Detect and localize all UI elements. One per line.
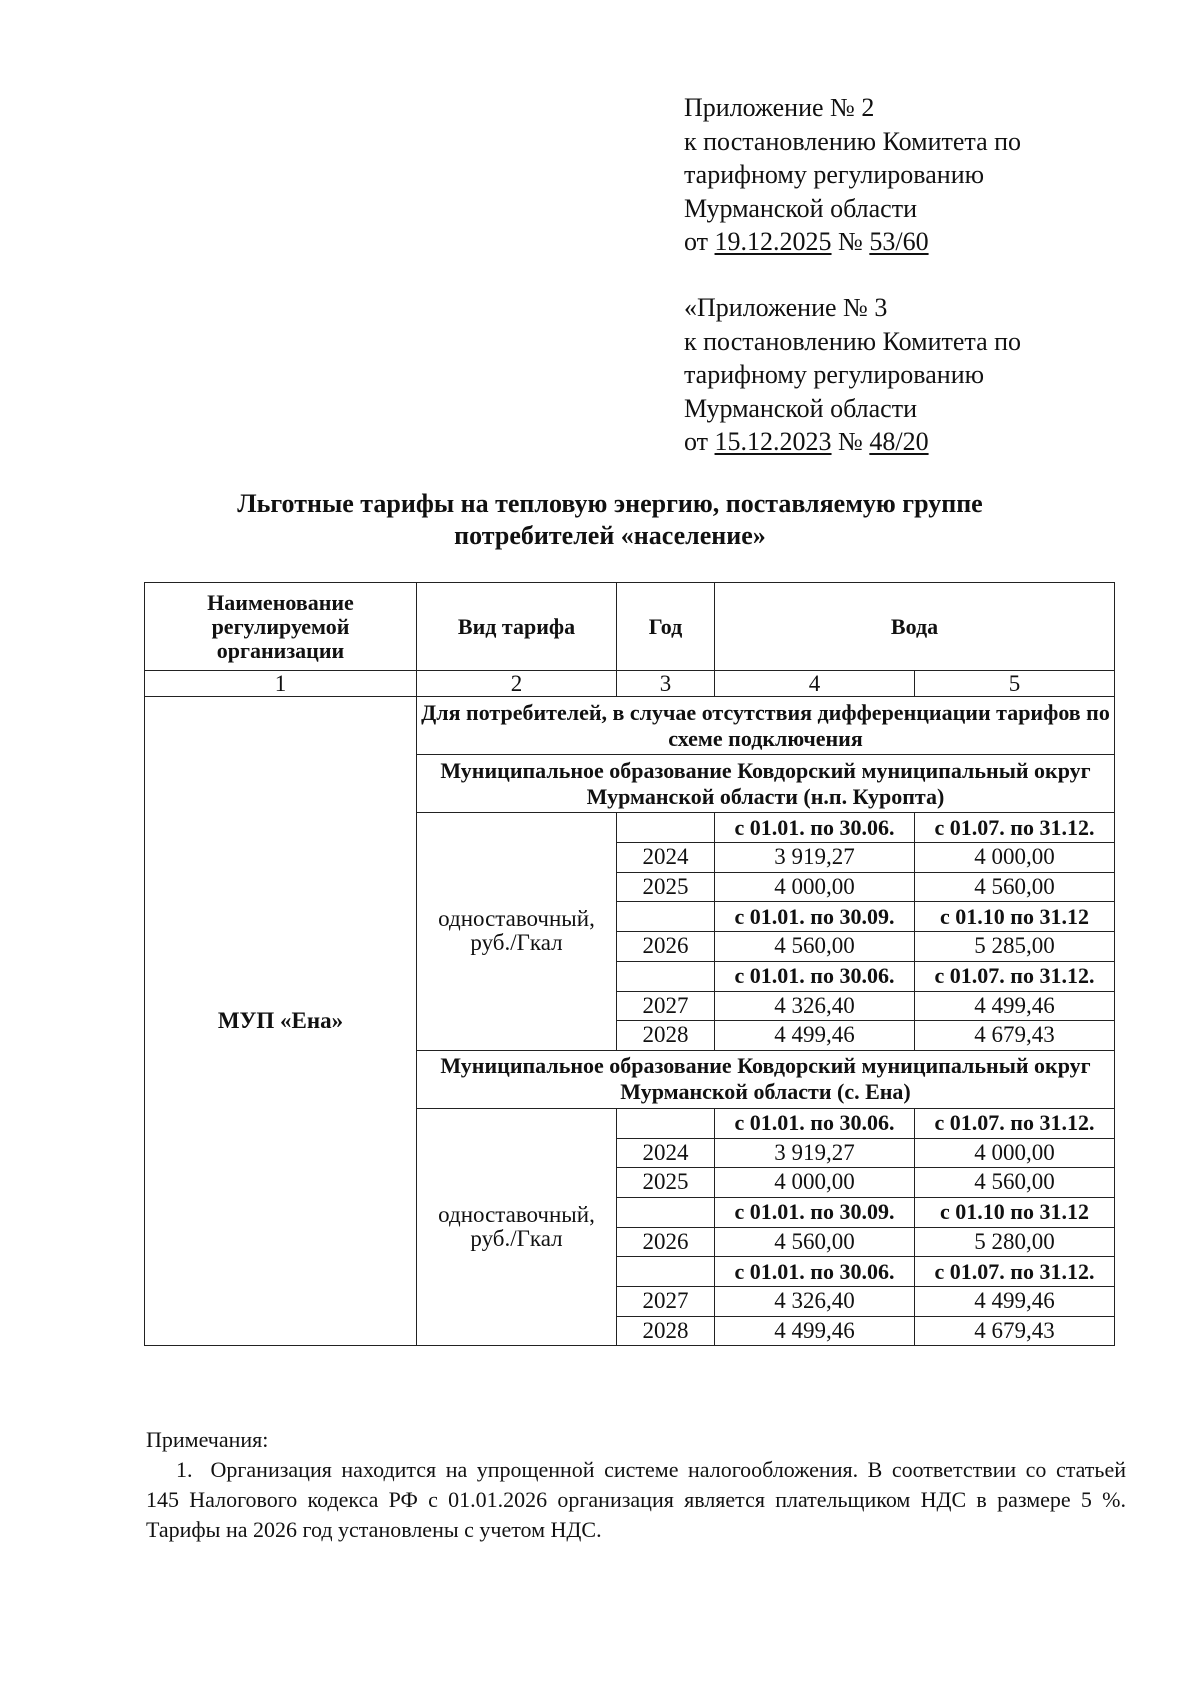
note-text: Организация находится на упрощенной системе налогообложения. В соответствии со статьей 145 Налогового кодекса РФ с 01.01.2026 организация является плательщиком НДС в размере 5 %. Тарифы на 2026 год установлены с учетом НДС. [146, 1457, 1126, 1542]
period-label: с 01.01. по 30.06. [715, 1108, 915, 1138]
note-number: 1. [176, 1457, 193, 1482]
year-cell-empty [617, 1197, 715, 1227]
number-prefix: № [838, 227, 863, 256]
note-item [146, 1455, 1126, 1545]
appendix-date-line [684, 425, 1124, 459]
document-date: 19.12.2025 [714, 227, 832, 256]
year-cell-empty [617, 1108, 715, 1138]
tariff-value: 4 560,00 [715, 1227, 915, 1257]
year-cell-empty [617, 813, 715, 843]
period-label: с 01.07. по 31.12. [915, 1108, 1115, 1138]
column-number: 4 [715, 671, 915, 697]
document-number: 48/20 [869, 427, 929, 456]
appendix-line: «Приложение № 3 [684, 293, 888, 322]
notes [146, 1425, 1126, 1545]
period-label: с 01.01. по 30.06. [715, 961, 915, 991]
period-label: с 01.01. по 30.09. [715, 902, 915, 932]
tariff-value: 4 679,43 [915, 1021, 1115, 1051]
tariff-value: 4 000,00 [915, 843, 1115, 873]
group-title: Для потребителей, в случае отсутствия дифференциации тарифов по схеме подключения [417, 697, 1115, 755]
tariff-type: одноставочный, руб./Гкал [417, 1108, 617, 1346]
header-year: Год [617, 583, 715, 671]
period-label: с 01.01. по 30.06. [715, 1257, 915, 1287]
document-number: 53/60 [869, 227, 929, 256]
group-title-row [145, 697, 1115, 755]
title-line: потребителей «население» [454, 521, 766, 550]
tariff-value: 4 679,43 [915, 1316, 1115, 1346]
column-number: 5 [915, 671, 1115, 697]
number-prefix: № [838, 427, 863, 456]
period-label: с 01.07. по 31.12. [915, 1257, 1115, 1287]
appendix-header [684, 91, 1124, 259]
year-cell-empty [617, 961, 715, 991]
appendix-quoted-header [684, 291, 1124, 459]
tariff-value: 4 326,40 [715, 1287, 915, 1317]
header-water: Вода [715, 583, 1115, 671]
tariff-value: 4 499,46 [715, 1021, 915, 1051]
title-line: Льготные тарифы на тепловую энергию, поставляемую группе [237, 489, 983, 518]
year-cell-empty [617, 902, 715, 932]
header-org: Наименование регулируемой организации [145, 583, 417, 671]
period-label: с 01.01. по 30.09. [715, 1197, 915, 1227]
tariff-value: 4 499,46 [715, 1316, 915, 1346]
period-label: с 01.01. по 30.06. [715, 813, 915, 843]
period-label: с 01.10 по 31.12 [915, 902, 1115, 932]
tariff-value: 3 919,27 [715, 1138, 915, 1168]
notes-heading: Примечания: [146, 1427, 269, 1452]
tariff-value: 4 000,00 [715, 1168, 915, 1198]
date-prefix: от [684, 427, 709, 456]
tariff-table [144, 582, 1115, 1346]
year-cell: 2028 [617, 1021, 715, 1051]
period-label: с 01.07. по 31.12. [915, 961, 1115, 991]
year-cell: 2024 [617, 1138, 715, 1168]
column-number: 3 [617, 671, 715, 697]
year-cell: 2026 [617, 932, 715, 962]
tariff-value: 5 285,00 [915, 932, 1115, 962]
year-cell: 2026 [617, 1227, 715, 1257]
column-number: 1 [145, 671, 417, 697]
section-title: Муниципальное образование Ковдорский муниципальный округ Мурманской области (с. Ена) [417, 1050, 1115, 1108]
tariff-value: 4 560,00 [715, 932, 915, 962]
tariff-value: 3 919,27 [715, 843, 915, 873]
date-prefix: от [684, 227, 709, 256]
year-cell: 2025 [617, 872, 715, 902]
year-cell: 2028 [617, 1316, 715, 1346]
section-title: Муниципальное образование Ковдорский муниципальный округ Мурманской области (н.п. Куропта) [417, 755, 1115, 813]
appendix-line: к постановлению Комитета по [684, 326, 1022, 356]
year-cell-empty [617, 1257, 715, 1287]
year-cell: 2025 [617, 1168, 715, 1198]
appendix-line: Приложение № 2 [684, 93, 875, 122]
period-label: с 01.07. по 31.12. [915, 813, 1115, 843]
year-cell: 2027 [617, 1287, 715, 1317]
appendix-line: Мурманской области [684, 393, 917, 423]
tariff-type: одноставочный, руб./Гкал [417, 813, 617, 1051]
tariff-value: 5 280,00 [915, 1227, 1115, 1257]
appendix-line: к постановлению Комитета по [684, 126, 1022, 156]
tariff-value: 4 499,46 [915, 991, 1115, 1021]
year-cell: 2024 [617, 843, 715, 873]
tariff-value: 4 560,00 [915, 872, 1115, 902]
year-cell: 2027 [617, 991, 715, 1021]
tariff-value: 4 326,40 [715, 991, 915, 1021]
period-label: с 01.10 по 31.12 [915, 1197, 1115, 1227]
tariff-value: 4 560,00 [915, 1168, 1115, 1198]
tariff-value: 4 000,00 [715, 872, 915, 902]
column-number: 2 [417, 671, 617, 697]
tariff-value: 4 000,00 [915, 1138, 1115, 1168]
page-title [140, 488, 1080, 552]
appendix-date-line [684, 225, 1124, 259]
appendix-line: Мурманской области [684, 193, 917, 223]
header-tariff-type: Вид тарифа [417, 583, 617, 671]
tariff-value: 4 499,46 [915, 1287, 1115, 1317]
appendix-line: тарифному регулированию [684, 160, 985, 189]
appendix-line: тарифному регулированию [684, 360, 985, 389]
document-date: 15.12.2023 [714, 427, 832, 456]
organization-name: МУП «Ена» [145, 697, 417, 1346]
